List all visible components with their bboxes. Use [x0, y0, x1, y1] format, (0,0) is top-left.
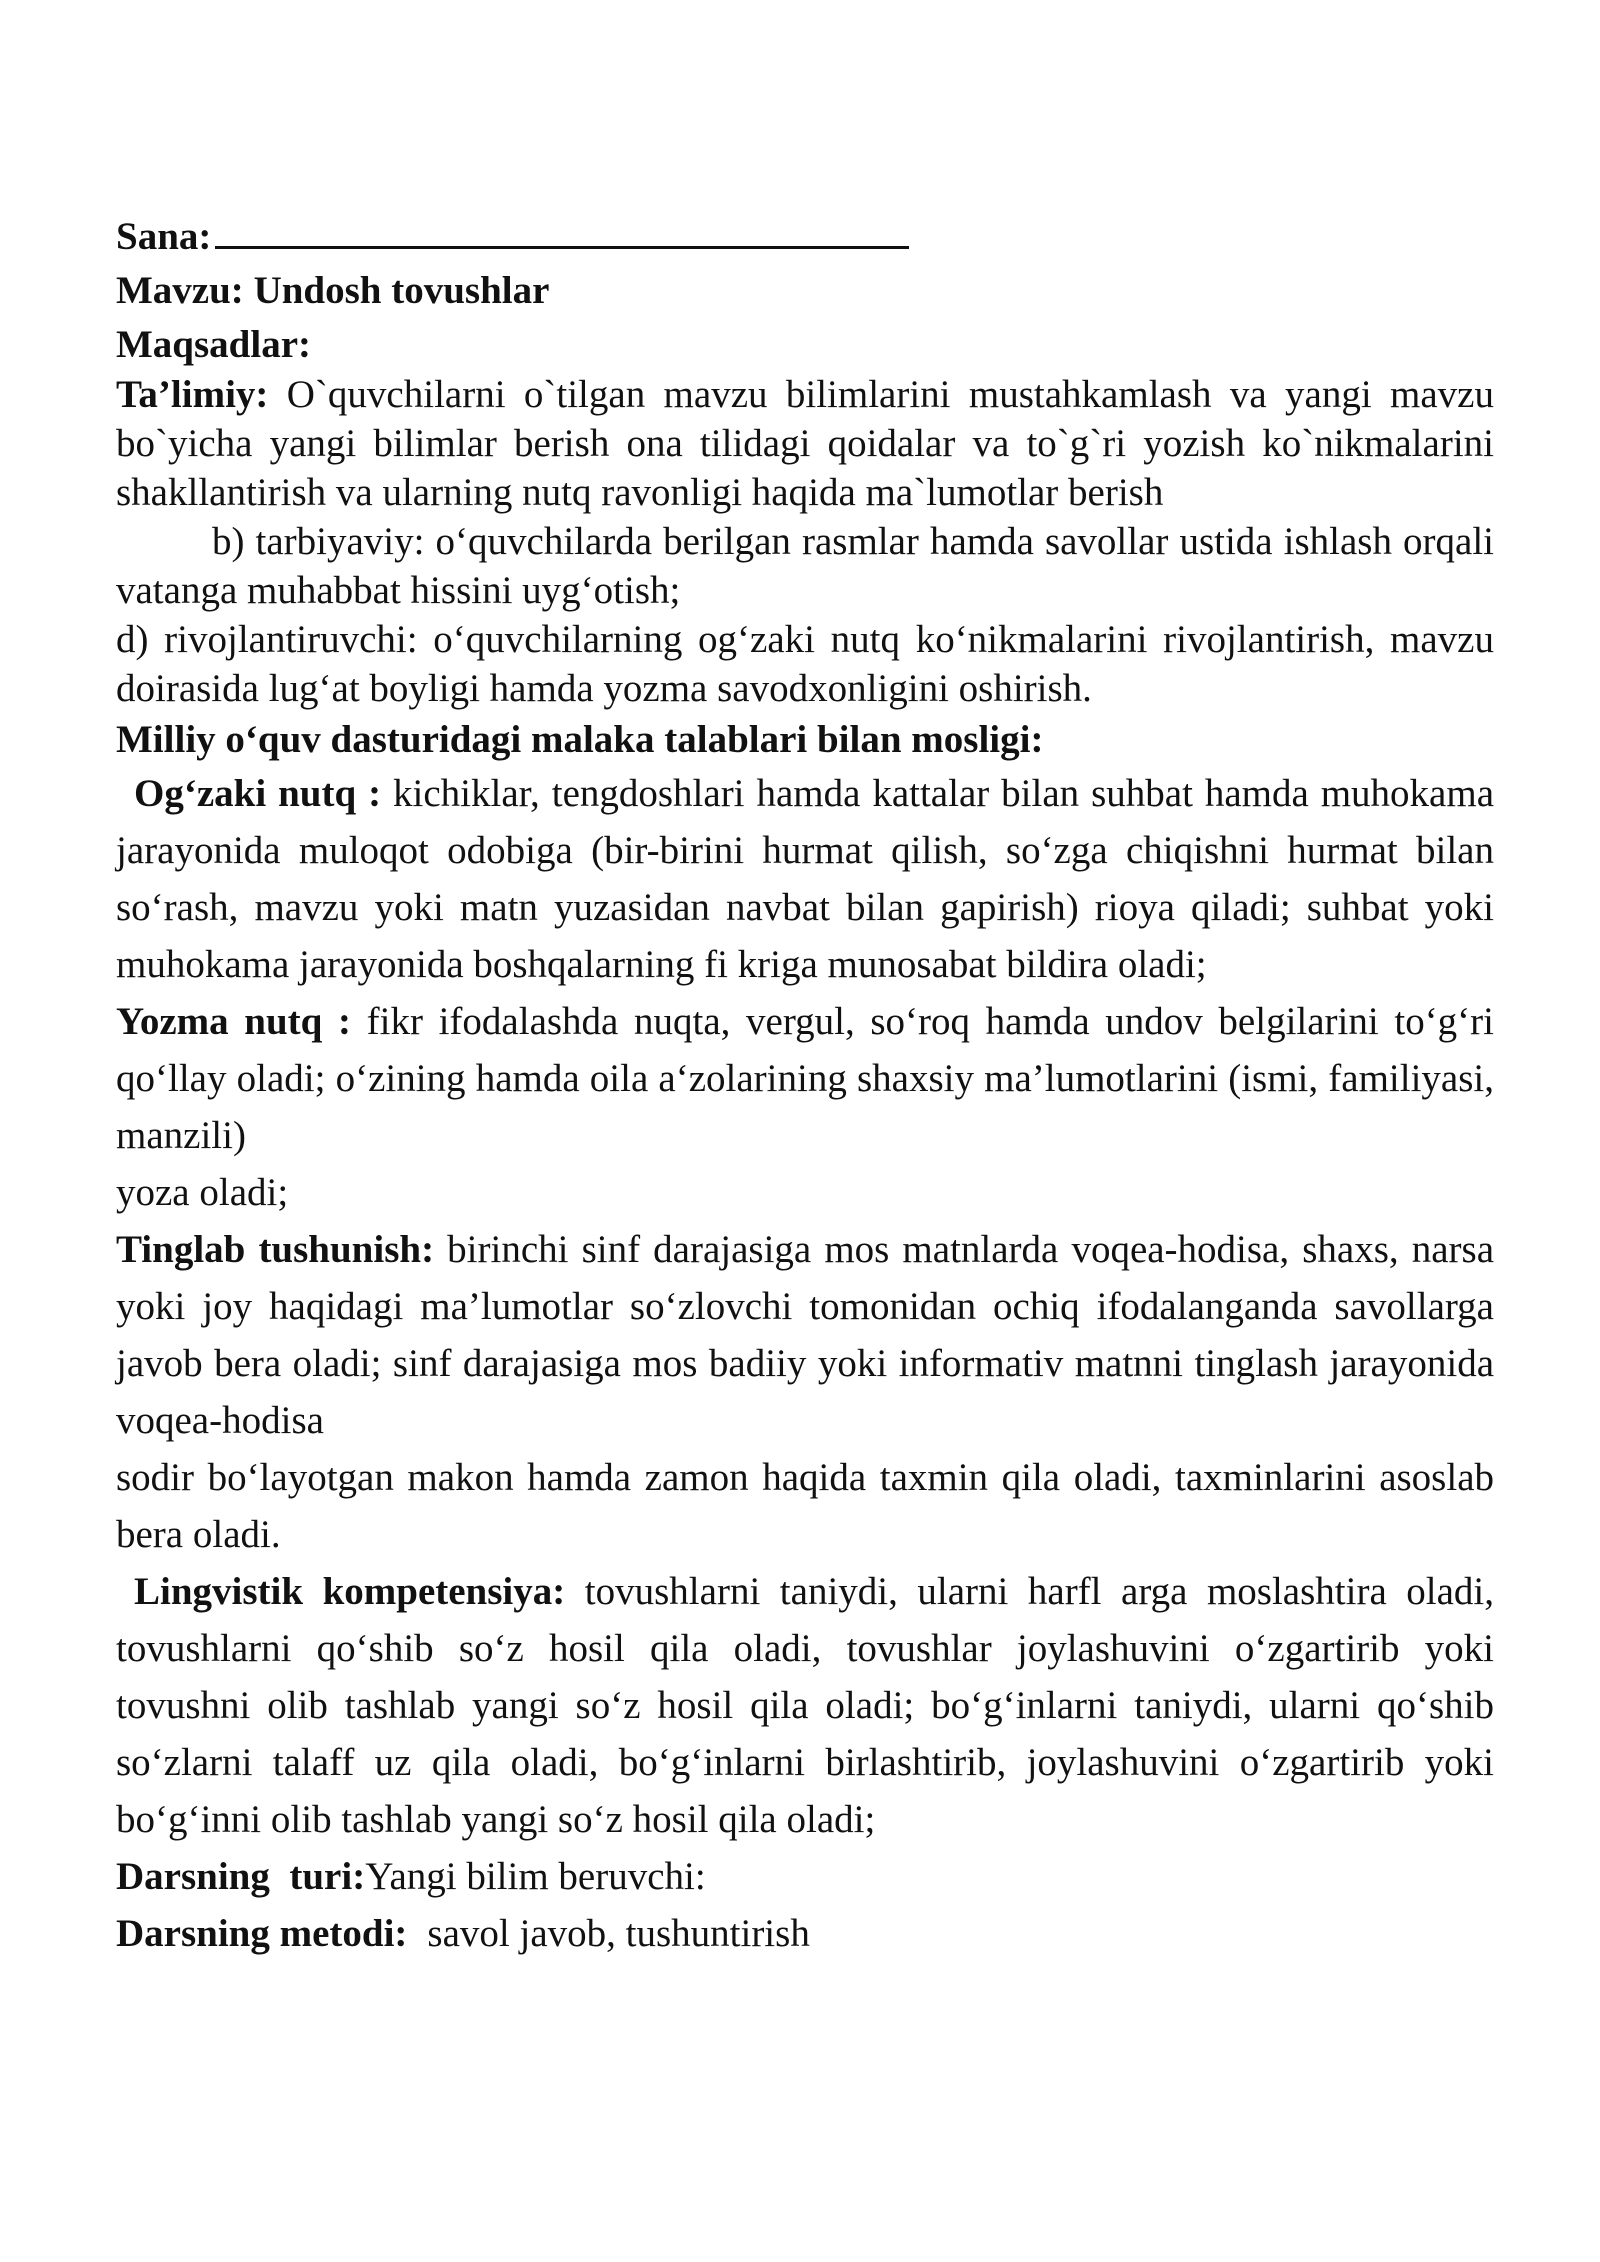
linguistic-label: Lingvistik kompetensiya: [134, 1570, 566, 1613]
goals-heading: Maqsadlar: [116, 323, 311, 366]
lesson-type-line [116, 1848, 1494, 1905]
date-label: Sana: [116, 215, 212, 258]
lesson-type-label: Darsning turi: [116, 1855, 366, 1898]
curriculum-heading: Milliy o‘quv dasturidagi malaka talablari bilan mosligi: [116, 718, 1044, 761]
educational-goal [116, 370, 1494, 517]
topic-value: Undosh tovushlar [253, 269, 550, 312]
lesson-type-value: Yangi bilim beruvchi: [365, 1855, 706, 1898]
oral-speech-section [116, 765, 1494, 993]
educational-goal-label: Ta’limiy: [116, 373, 269, 416]
written-speech-label: Yozma nutq : [116, 1000, 351, 1043]
lesson-method-value: savol javob, tushuntirish [427, 1912, 810, 1955]
upbringing-goal: b) tarbiyaviy: o‘quvchilarda berilgan rasmlar hamda savollar ustida ishlash orqali vatanga muhabbat hissini uyg‘otish; [116, 520, 1494, 612]
topic-line [116, 266, 1494, 316]
educational-goal-text: O`quvchilarni o`tilgan mavzu bilimlarini mustahkamlash va yangi mavzu bo`yicha yangi bilimlar berish ona tilidagi qoidalar va to`g`ri yozish ko`nikmalarini shakllantirish va ularning nutq ravonligi haqida ma`lumotlar berish [116, 373, 1494, 514]
date-blank-field [215, 216, 909, 249]
oral-speech-text: kichiklar, tengdoshlari hamda kattalar bilan suhbat hamda muhokama jarayonida muloqot odobiga (bir-birini hurmat qilish, so‘zga chiqishni hurmat bilan so‘rash, mavzu yoki matn yuzasidan navbat bilan gapirish) rioya qiladi; suhbat yoki muhokama jarayonida boshqalarning fi kriga munosabat bildira oladi; [116, 772, 1495, 986]
oral-speech-label: Og‘zaki nutq : [134, 772, 382, 815]
topic-label: Mavzu: [116, 269, 244, 312]
listening-text: birinchi sinf darajasiga mos matnlarda voqea-hodisa, shaxs, narsa yoki joy haqidagi ma’lumotlar so‘zlovchi tomonidan ochiq ifodalanganda savollarga javob bera oladi; sinf darajasiga mos badiiy yoki informativ matnni tinglash jarayonida voqea-hodisa [116, 1228, 1494, 1442]
listening-label: Tinglab tushunish: [116, 1228, 435, 1271]
developmental-goal: d) rivojlantiruvchi: o‘quvchilarning og‘zaki nutq ko‘nikmalarini rivojlantirish, mavzu doirasida lug‘at boyligi hamda yozma savodxonligini oshirish. [116, 618, 1494, 710]
linguistic-text: tovushlarni taniydi, ularni harfl arga moslashtira oladi, tovushlarni qo‘shib so‘z hosil qila oladi, tovushlar joylashuvini o‘zgartirib yoki tovushni olib tashlab yangi so‘z hosil qila oladi; bo‘g‘inlarni taniydi, ularni qo‘shib so‘zlarni talaff uz qila oladi, bo‘g‘inlarni birlashtirib, joylashuvini o‘zgartirib yoki bo‘g‘inni olib tashlab yangi so‘z hosil qila oladi; [116, 1570, 1495, 1841]
lesson-plan-page [116, 212, 1494, 1962]
linguistic-section [116, 1563, 1494, 1848]
written-speech-continuation: yoza oladi; [116, 1171, 289, 1214]
written-speech-text: fikr ifodalashda nuqta, vergul, so‘roq hamda undov belgilarini to‘g‘ri qo‘llay oladi; o‘zining hamda oila a‘zolarining shaxsiy ma’lumotlarini (ismi, familiyasi, manzili) [116, 1000, 1494, 1157]
date-line [116, 212, 1494, 262]
listening-section [116, 1221, 1494, 1449]
lesson-method-line [116, 1905, 1494, 1962]
listening-continuation: sodir bo‘layotgan makon hamda zamon haqida taxmin qila oladi, taxminlarini asoslab bera oladi. [116, 1456, 1494, 1556]
lesson-method-label: Darsning metodi: [116, 1912, 408, 1955]
written-speech-section [116, 993, 1494, 1164]
